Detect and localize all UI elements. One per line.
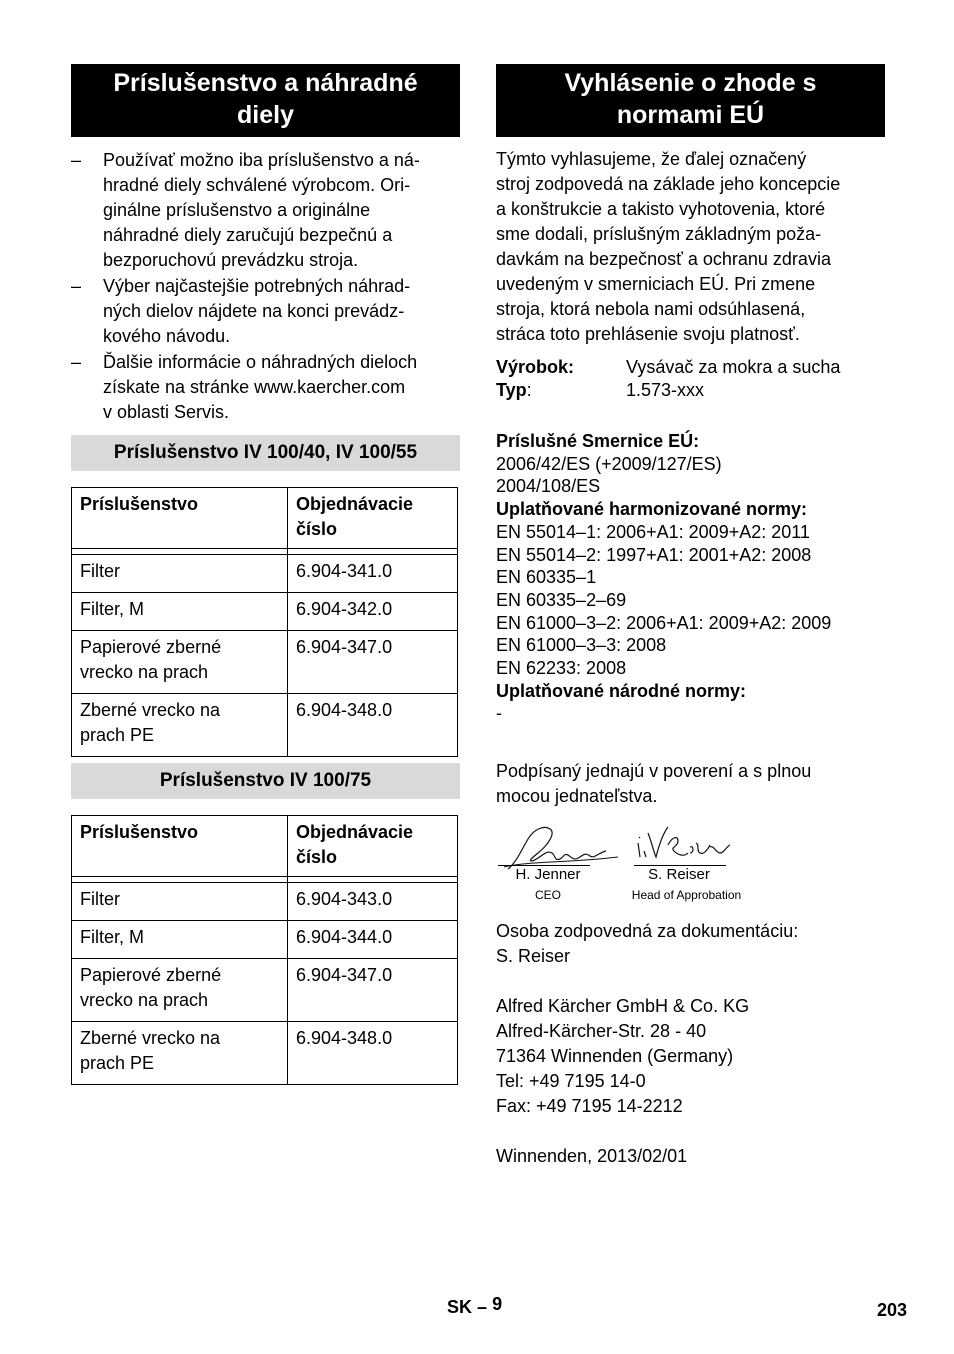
- accessory-name: [72, 883, 288, 921]
- accessory-name: [72, 921, 288, 959]
- signer1-role: CEO: [534, 888, 561, 903]
- order-number: 6.904-341.0: [288, 555, 458, 593]
- cell-line: Papierové zberné: [80, 637, 222, 657]
- col-order-number-header: [288, 816, 458, 877]
- intro-line: stráca toto prehlásenie svoju platnosť.: [496, 324, 800, 344]
- declaration-column: [496, 64, 885, 1169]
- directives-label: Príslušné Smernice EÚ:: [496, 431, 700, 451]
- accessory-name: [72, 631, 288, 694]
- intro-line: uvedeným v smerniciach EÚ. Pri zmene: [496, 274, 816, 294]
- cell-line: Zberné vrecko na: [80, 1028, 221, 1048]
- cell-line: Filter, M: [80, 599, 145, 619]
- signer2-role: Head of Approbation: [631, 888, 742, 903]
- header-line: číslo: [296, 519, 338, 539]
- accessory-name: [72, 694, 288, 757]
- bullet-line: ných dielov nájdete na konci prevádz-: [103, 301, 405, 321]
- bullet-line: získate na stránke www.kaercher.com: [103, 377, 406, 397]
- accessories-bullet-list: [71, 148, 460, 425]
- harmonized-item: EN 60335–1: [496, 567, 597, 588]
- order-number: 6.904-344.0: [288, 921, 458, 959]
- accessory-name: [72, 959, 288, 1022]
- harmonized-item: EN 62233: 2008: [496, 658, 627, 679]
- address-line: Alfred Kärcher GmbH & Co. KG: [496, 996, 750, 1017]
- cell-line: Zberné vrecko na: [80, 700, 221, 720]
- header-line: číslo: [296, 847, 338, 867]
- accessories-title-text: Príslušenstvo a náhradné diely: [113, 69, 418, 129]
- order-number: 6.904-342.0: [288, 593, 458, 631]
- col-accessory-header: Príslušenstvo: [72, 816, 288, 877]
- table-row: [72, 1022, 458, 1085]
- bullet-line: bezporuchovú prevádzku stroja.: [103, 250, 359, 270]
- bullet-line: ginálne príslušenstvo a originálne: [103, 200, 371, 220]
- bullet-dash: –: [71, 352, 82, 372]
- table-row: [72, 631, 458, 694]
- product-value: Vysávač za mokra a sucha: [626, 357, 841, 377]
- accessory-name: [72, 593, 288, 631]
- declaration-title-text: Vyhlásenie o zhode s normami EÚ: [564, 69, 817, 129]
- order-number: 6.904-348.0: [288, 1022, 458, 1085]
- intro-line: davkám na bezpečnosť a ochranu zdravia: [496, 249, 831, 269]
- accessories-table-1: [71, 487, 458, 757]
- address-line: Alfred-Kärcher-Str. 28 - 40: [496, 1021, 707, 1042]
- type-value: 1.573-xxx: [626, 380, 705, 400]
- table-row: [72, 959, 458, 1022]
- intro-line: sme dodali, príslušným základným poža-: [496, 224, 822, 244]
- cell-line: vrecko na prach: [80, 990, 209, 1010]
- address-line: 71364 Winnenden (Germany): [496, 1046, 734, 1067]
- directive-item: 2004/108/ES: [496, 476, 601, 497]
- intro-line: a konštrukcie a takisto vyhotovenia, ktoré: [496, 199, 826, 219]
- signed-line: mocou jednateľstva.: [496, 786, 658, 807]
- type-label-wrap: [496, 379, 626, 402]
- table-row: [72, 921, 458, 959]
- table-header-row: [72, 816, 458, 877]
- doc-person-line: Osoba zodpovedná za dokumentáciu:: [496, 921, 799, 942]
- product-row: [496, 356, 885, 379]
- col-accessory-header: Príslušenstvo: [72, 488, 288, 549]
- cell-line: Filter: [80, 889, 120, 909]
- bullet-line: náhradné diely zaručujú bezpečnú a: [103, 225, 393, 245]
- address-line: Fax: +49 7195 14-2212: [496, 1096, 683, 1117]
- signer1-name: H. Jenner: [515, 866, 581, 884]
- national-value: -: [496, 703, 502, 724]
- cell-line: vrecko na prach: [80, 662, 209, 682]
- declaration-title: [496, 64, 885, 137]
- doc-person-line: S. Reiser: [496, 946, 571, 967]
- bullet-dash: –: [71, 276, 82, 296]
- footer-dash: –: [477, 1297, 488, 1317]
- bullet-item: [71, 274, 460, 349]
- harmonized-item: EN 55014–2: 1997+A1: 2001+A2: 2008: [496, 544, 812, 565]
- declaration-intro: [496, 147, 885, 347]
- bullet-line: kového návodu.: [103, 326, 231, 346]
- order-number: 6.904-347.0: [288, 631, 458, 694]
- bullet-item: [71, 148, 460, 273]
- table1-heading: Príslušenstvo IV 100/40, IV 100/55: [71, 435, 460, 471]
- cell-line: Filter: [80, 561, 120, 581]
- page-number: 203: [877, 1300, 908, 1320]
- type-colon: :: [526, 380, 532, 400]
- order-number: 6.904-347.0: [288, 959, 458, 1022]
- cell-line: Papierové zberné: [80, 965, 222, 985]
- type-row: [496, 379, 885, 402]
- cell-line: prach PE: [80, 1053, 155, 1073]
- accessories-table-2: [71, 815, 458, 1085]
- company-address: [496, 994, 885, 1119]
- table-row: [72, 883, 458, 921]
- order-number: 6.904-343.0: [288, 883, 458, 921]
- table-row: [72, 555, 458, 593]
- place-date: Winnenden, 2013/02/01: [496, 1146, 688, 1167]
- product-label: Výrobok:: [496, 357, 575, 377]
- product-info: [496, 356, 885, 402]
- signer2-name: S. Reiser: [648, 866, 710, 884]
- bullet-line: hradné diely schválené výrobcom. Ori-: [103, 175, 411, 195]
- intro-line: stroja, ktorá nebola nami odsúhlasená,: [496, 299, 806, 319]
- signature-area: [496, 819, 885, 919]
- table-row: [72, 694, 458, 757]
- standards-block: [496, 430, 885, 725]
- type-label: Typ: [496, 380, 527, 400]
- header-line: Objednávacie: [296, 822, 414, 842]
- accessories-column: [71, 64, 460, 1085]
- bullet-line: Ďalšie informácie o náhradných dieloch: [103, 352, 418, 372]
- documentation-person: [496, 919, 885, 969]
- table-row: [72, 593, 458, 631]
- table-header-row: [72, 488, 458, 549]
- accessories-title: [71, 64, 460, 137]
- accessory-name: [72, 555, 288, 593]
- signed-statement: [496, 759, 885, 809]
- signed-line: Podpísaný jednajú v poverení a s plnou: [496, 761, 812, 782]
- footer-section-marker: [447, 1294, 503, 1318]
- table2-heading: Príslušenstvo IV 100/75: [71, 763, 460, 799]
- header-line: Objednávacie: [296, 494, 414, 514]
- bullet-line: v oblasti Servis.: [103, 402, 230, 422]
- order-number: 6.904-348.0: [288, 694, 458, 757]
- bullet-item: [71, 350, 460, 425]
- national-label: Uplatňované národné normy:: [496, 680, 747, 701]
- intro-line: stroj zodpovedá na základe jeho koncepcie: [496, 174, 841, 194]
- cell-line: prach PE: [80, 725, 155, 745]
- directive-item: 2006/42/ES (+2009/127/ES): [496, 453, 722, 474]
- footer-lang: SK: [447, 1297, 473, 1317]
- bullet-dash: –: [71, 150, 82, 170]
- harmonized-item: EN 55014–1: 2006+A1: 2009+A2: 2011: [496, 521, 810, 542]
- col-order-number-header: [288, 488, 458, 549]
- harmonized-item: EN 60335–2–69: [496, 589, 627, 610]
- cell-line: Filter, M: [80, 927, 145, 947]
- accessory-name: [72, 1022, 288, 1085]
- bullet-line: Používať možno iba príslušenstvo a ná-: [103, 150, 420, 170]
- harmonized-item: EN 61000–3–3: 2008: [496, 635, 667, 656]
- intro-line: Týmto vyhlasujeme, že ďalej označený: [496, 149, 807, 169]
- harmonized-label: Uplatňované harmonizované normy:: [496, 499, 808, 520]
- harmonized-item: EN 61000–3–2: 2006+A1: 2009+A2: 2009: [496, 612, 832, 633]
- bullet-line: Výber najčastejšie potrebných náhrad-: [103, 276, 411, 296]
- address-line: Tel: +49 7195 14-0: [496, 1071, 646, 1092]
- footer-sub-page: 9: [492, 1294, 503, 1314]
